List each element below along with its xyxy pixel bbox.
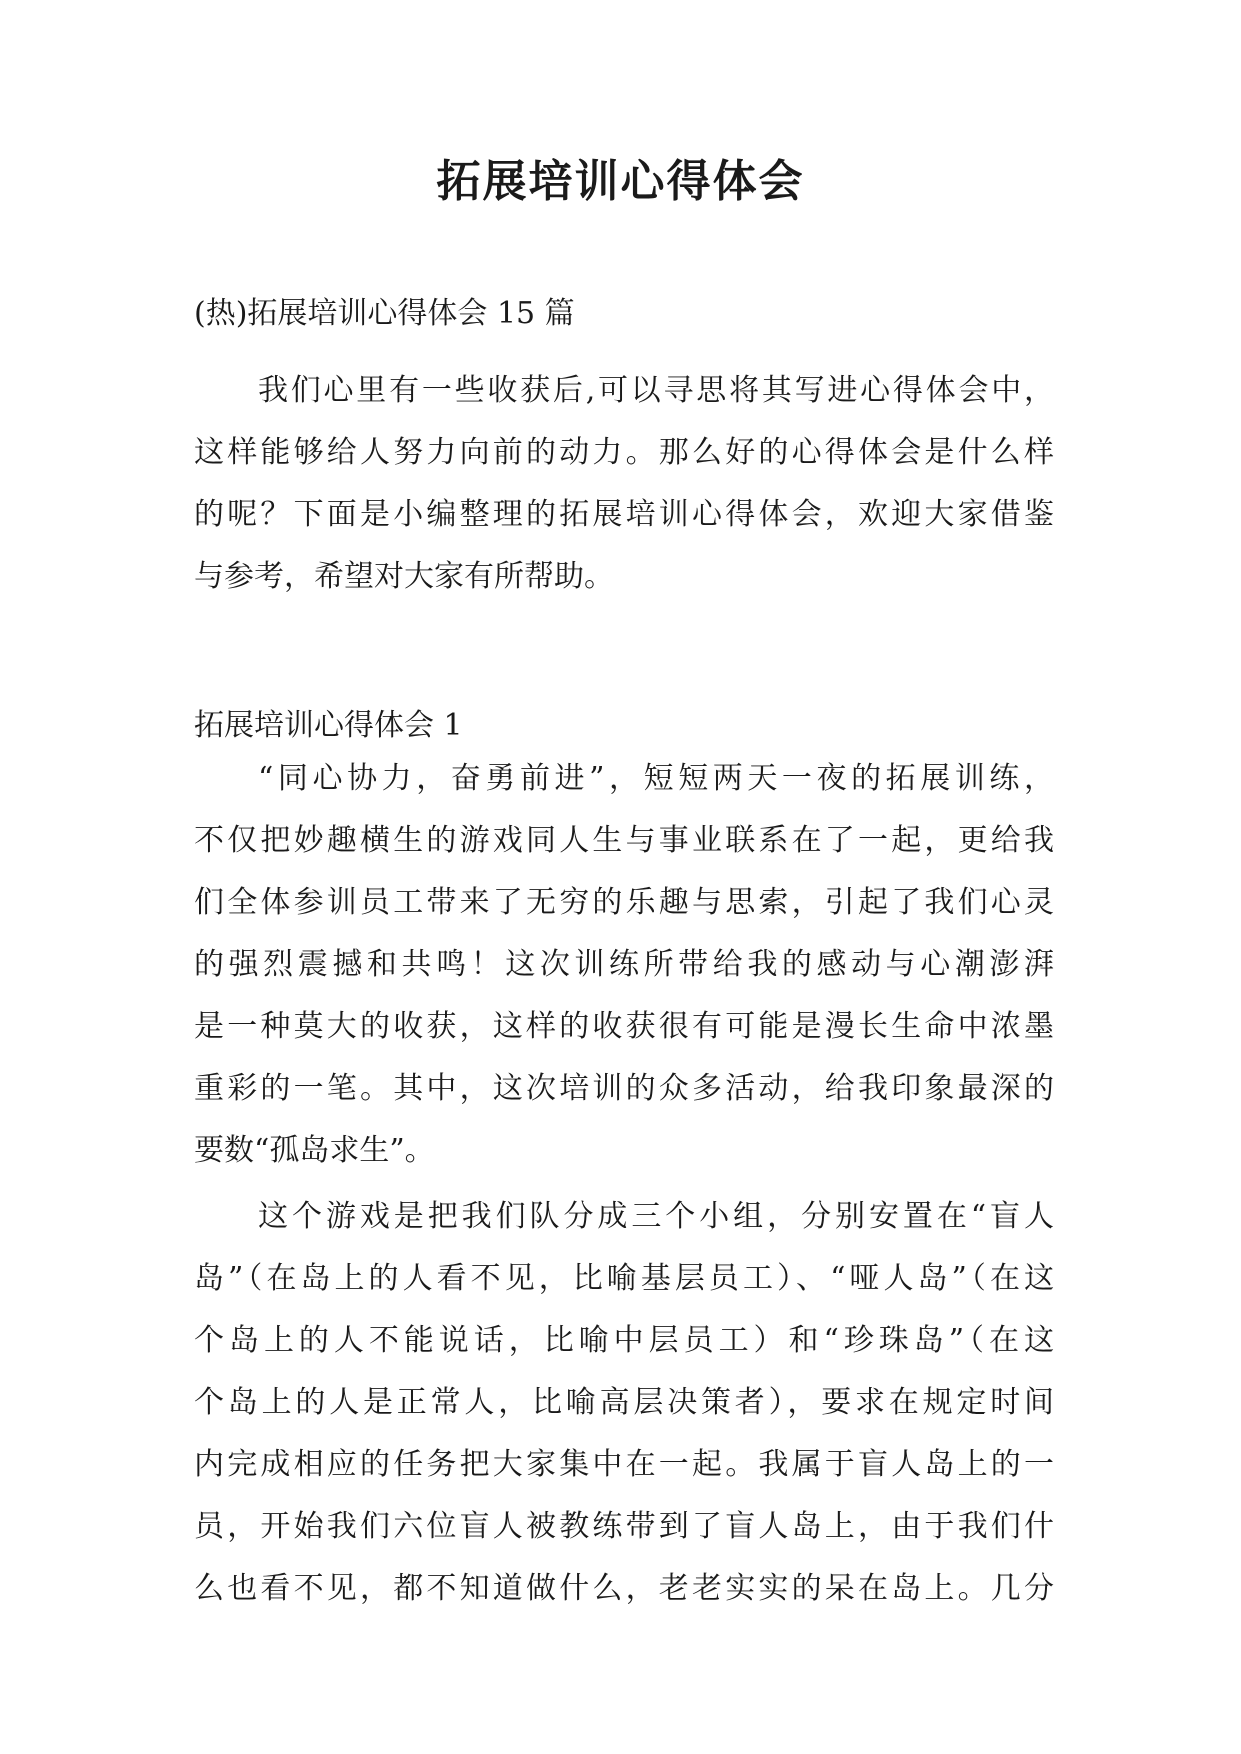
paragraph-line: 不仅把妙趣横生的游戏同人生与事业联系在了一起，更给我 — [194, 823, 1054, 858]
paragraph-line: 们全体参训员工带来了无穷的乐趣与思索，引起了我们心灵 — [194, 885, 1054, 920]
paragraph-line: 个岛上的人是正常人，比喻高层决策者），要求在规定时间 — [194, 1385, 1054, 1420]
paragraph-line: 重彩的一笔。其中，这次培训的众多活动，给我印象最深的 — [194, 1071, 1054, 1106]
paragraph-1 — [194, 748, 1054, 1182]
paragraph-line: 么也看不见，都不知道做什么，老老实实的呆在岛上。几分 — [194, 1571, 1054, 1606]
paragraph-line: 这个游戏是把我们队分成三个小组，分别安置在“盲人 — [258, 1199, 1054, 1234]
paragraph-2 — [194, 1186, 1054, 1620]
intro-paragraph — [194, 360, 1054, 608]
intro-line: 与参考，希望对大家有所帮助。 — [194, 559, 614, 594]
document-subtitle: (热)拓展培训心得体会 15 篇 — [194, 296, 575, 331]
paragraph-line: 的强烈震撼和共鸣！这次训练所带给我的感动与心潮澎湃 — [194, 947, 1054, 982]
paragraph-line: “同心协力，奋勇前进”，短短两天一夜的拓展训练， — [258, 761, 1054, 796]
intro-line: 我们心里有一些收获后,可以寻思将其写进心得体会中， — [258, 373, 1054, 408]
paragraph-line: 员，开始我们六位盲人被教练带到了盲人岛上，由于我们什 — [194, 1509, 1054, 1544]
section-heading: 拓展培训心得体会 1 — [194, 708, 463, 743]
paragraph-line: 个岛上的人不能说话，比喻中层员工）和“珍珠岛”（在这 — [194, 1323, 1054, 1358]
paragraph-line: 要数“孤岛求生”。 — [194, 1133, 435, 1168]
paragraph-line: 岛”（在岛上的人看不见，比喻基层员工）、“哑人岛”（在这 — [194, 1261, 1054, 1296]
document-title: 拓展培训心得体会 — [436, 156, 805, 207]
paragraph-line: 内完成相应的任务把大家集中在一起。我属于盲人岛上的一 — [194, 1447, 1054, 1482]
intro-line: 这样能够给人努力向前的动力。那么好的心得体会是什么样 — [194, 435, 1054, 470]
intro-line: 的呢？下面是小编整理的拓展培训心得体会，欢迎大家借鉴 — [194, 497, 1054, 532]
paragraph-line: 是一种莫大的收获，这样的收获很有可能是漫长生命中浓墨 — [194, 1009, 1054, 1044]
